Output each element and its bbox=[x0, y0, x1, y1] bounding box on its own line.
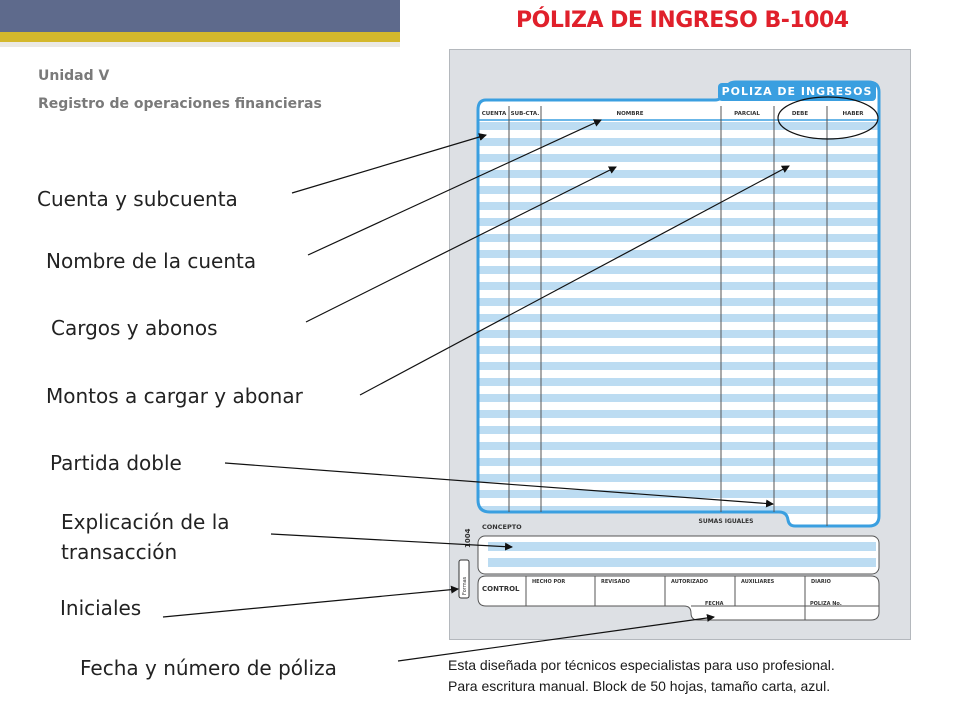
caption-line-2: Para escritura manual. Block de 50 hojas, tamaño carta, azul. bbox=[448, 678, 831, 694]
control-col-autorizado: AUTORIZADO bbox=[671, 579, 709, 585]
arrow-cargos-abonos bbox=[306, 167, 616, 322]
arrow-nombre-cuenta bbox=[308, 120, 601, 255]
control-col-revisado: REVISADO bbox=[601, 579, 630, 585]
unit-label: Unidad V bbox=[38, 68, 110, 84]
control-col-diario: DIARIO bbox=[811, 579, 831, 585]
annotation-iniciales: Iniciales bbox=[60, 596, 142, 620]
form-banner-text: POLIZA DE INGRESOS bbox=[721, 85, 873, 98]
arrow-explicacion bbox=[271, 534, 512, 547]
annotation-cuenta-subcuenta: Cuenta y subcuenta bbox=[37, 187, 238, 211]
debe-haber-highlight bbox=[778, 97, 878, 139]
policy-number-label: POLIZA No. bbox=[810, 601, 842, 607]
form-number: 1004 bbox=[464, 528, 472, 548]
annotation-cargos-abonos: Cargos y abonos bbox=[51, 316, 218, 340]
col-nombre: NOMBRE bbox=[616, 111, 644, 117]
arrow-fecha-numero bbox=[398, 617, 714, 661]
col-subcta: SUB-CTA. bbox=[510, 111, 540, 117]
totals-label: SUMAS IGUALES bbox=[698, 518, 754, 525]
control-col-auxiliares: AUXILIARES bbox=[741, 579, 775, 585]
control-label: CONTROL bbox=[482, 585, 520, 593]
annotation-partida-doble: Partida doble bbox=[50, 451, 182, 475]
annotation-fecha-numero: Fecha y número de póliza bbox=[80, 656, 337, 680]
brand-text: Formas bbox=[462, 576, 468, 595]
col-parcial: PARCIAL bbox=[734, 111, 760, 117]
col-cuenta: CUENTA bbox=[481, 111, 507, 117]
date-label: FECHA bbox=[705, 601, 724, 607]
col-haber: HABER bbox=[842, 111, 864, 117]
control-col-hecho-por: HECHO POR bbox=[532, 579, 566, 585]
document-title: PÓLIZA DE INGRESO B-1004 bbox=[516, 8, 849, 33]
concept-label: CONCEPTO bbox=[482, 523, 522, 531]
annotation-montos: Montos a cargar y abonar bbox=[46, 384, 303, 408]
annotation-nombre-cuenta: Nombre de la cuenta bbox=[46, 249, 257, 273]
course-label: Registro de operaciones financieras bbox=[38, 96, 322, 112]
caption-line-1: Esta diseñada por técnicos especialistas para uso profesional. bbox=[448, 657, 835, 673]
annotation-explicacion: Explicación de la transacción bbox=[61, 510, 230, 564]
arrow-cuenta-subcuenta bbox=[292, 135, 486, 193]
arrow-partida-doble bbox=[225, 463, 773, 504]
arrow-montos bbox=[360, 166, 789, 395]
arrow-iniciales bbox=[163, 589, 458, 617]
col-debe: DEBE bbox=[791, 111, 809, 117]
